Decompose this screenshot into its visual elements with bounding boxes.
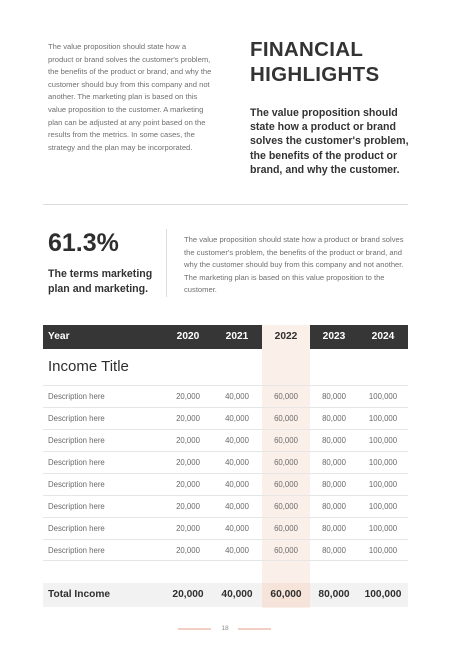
row-value: 100,000 [368, 502, 398, 511]
section-divider [43, 204, 408, 205]
row-value: 40,000 [225, 480, 249, 489]
row-value: 60,000 [274, 480, 298, 489]
table-row [43, 385, 408, 407]
lead-statement: The value proposition should state how a product or brand solves the customer's problem, the benefits of the product or brand, and why the customer. [250, 107, 409, 176]
page-number: 18 [221, 625, 229, 632]
row-value: 60,000 [274, 502, 298, 511]
row-value: 80,000 [322, 436, 346, 445]
total-value: 20,000 [172, 589, 204, 600]
table-header-label: Year [48, 331, 70, 342]
year-header-2021: 2021 [225, 331, 249, 342]
row-label: Description here [48, 392, 105, 401]
stat-divider [166, 229, 167, 297]
row-value: 40,000 [225, 458, 249, 467]
row-label: Description here [48, 502, 105, 511]
table-row [43, 539, 408, 561]
intro-paragraph: The value proposition should state how a product or brand solves the customer's problem, the benefits of the product or brand, and why the customer should buy from this company and not another. The marketing plan is based on this value proposition to the customer. A marketing plan can be adjusted at any point based on the results from the metrics. In some cases, the strategy and the plan may be incorporated. [48, 42, 212, 152]
row-value: 60,000 [274, 546, 298, 555]
footer-accent-line [178, 628, 211, 630]
total-label: Total Income [48, 589, 111, 600]
row-value: 80,000 [322, 414, 346, 423]
row-value: 80,000 [322, 502, 346, 511]
page-title: FINANCIAL HIGHLIGHTS [250, 38, 380, 86]
footer-accent-line [238, 628, 271, 630]
row-value: 80,000 [322, 524, 346, 533]
row-value: 20,000 [176, 436, 200, 445]
row-value: 20,000 [176, 502, 200, 511]
row-value: 60,000 [274, 524, 298, 533]
row-value: 100,000 [368, 480, 398, 489]
year-header-2023: 2023 [322, 331, 346, 342]
row-value: 40,000 [225, 502, 249, 511]
total-value: 80,000 [318, 589, 350, 600]
table-row [43, 495, 408, 517]
row-value: 40,000 [225, 392, 249, 401]
row-value: 20,000 [176, 480, 200, 489]
row-value: 80,000 [322, 392, 346, 401]
row-value: 40,000 [225, 436, 249, 445]
row-value: 80,000 [322, 480, 346, 489]
table-row [43, 517, 408, 539]
row-value: 20,000 [176, 392, 200, 401]
row-value: 20,000 [176, 458, 200, 467]
total-value: 60,000 [262, 583, 310, 607]
row-value: 40,000 [225, 524, 249, 533]
stat-paragraph: The value proposition should state how a product or brand solves the customer's problem, the benefits of the product or brand, and why the customer should buy from this company and not another. The marketing plan is based on this value proposition to the customer. [184, 235, 404, 295]
year-header-2024: 2024 [371, 331, 395, 342]
row-value: 60,000 [274, 436, 298, 445]
stat-value: 61.3% [48, 229, 119, 257]
total-value: 100,000 [364, 589, 402, 600]
row-value: 40,000 [225, 414, 249, 423]
row-value: 100,000 [368, 414, 398, 423]
row-value: 60,000 [274, 458, 298, 467]
table-row [43, 473, 408, 495]
table-row [43, 429, 408, 451]
row-label: Description here [48, 436, 105, 445]
stat-caption: The terms marketing plan and marketing. [48, 268, 153, 295]
row-label: Description here [48, 480, 105, 489]
row-value: 100,000 [368, 458, 398, 467]
row-value: 20,000 [176, 546, 200, 555]
row-value: 100,000 [368, 546, 398, 555]
row-value: 40,000 [225, 546, 249, 555]
row-label: Description here [48, 546, 105, 555]
table-row [43, 451, 408, 473]
row-value: 80,000 [322, 546, 346, 555]
year-header-2020: 2020 [176, 331, 200, 342]
row-label: Description here [48, 458, 105, 467]
row-value: 100,000 [368, 436, 398, 445]
row-label: Description here [48, 414, 105, 423]
total-value: 40,000 [221, 589, 253, 600]
row-value: 100,000 [368, 392, 398, 401]
year-header-2022: 2022 [262, 325, 310, 349]
table-section-title: Income Title [48, 358, 129, 375]
row-label: Description here [48, 524, 105, 533]
row-value: 60,000 [274, 392, 298, 401]
row-value: 100,000 [368, 524, 398, 533]
table-row [43, 407, 408, 429]
row-value: 20,000 [176, 414, 200, 423]
row-value: 20,000 [176, 524, 200, 533]
row-value: 80,000 [322, 458, 346, 467]
row-value: 60,000 [274, 414, 298, 423]
